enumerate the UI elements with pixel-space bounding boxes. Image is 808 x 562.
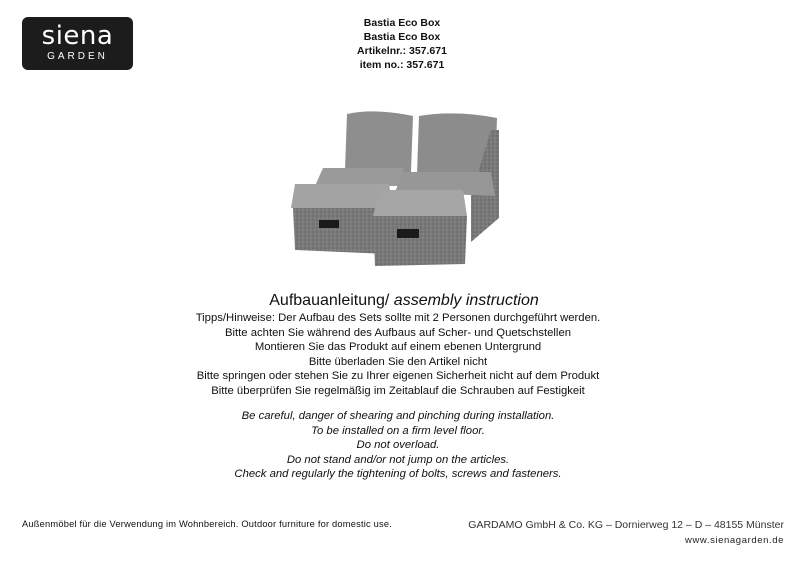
stool-right-handle: [397, 229, 419, 238]
item-number: item no.: 357.671: [359, 59, 445, 71]
website-link[interactable]: www.sienagarden.de: [685, 535, 784, 546]
logo-name: siena: [41, 21, 114, 51]
tips-english: [0, 409, 796, 482]
title-german: Aufbauanleitung/: [269, 292, 394, 309]
product-name-en: Bastia Eco Box: [363, 31, 441, 43]
tip-line: Bitte achten Sie während des Aufbaus auf Scher- und Quetschstellen: [224, 326, 572, 339]
tip-line: Tipps/Hinweise: Der Aufbau des Sets sollte mit 2 Personen durchgeführt werden.: [195, 312, 601, 324]
product-photo: [285, 100, 505, 275]
tip-line: Be careful, danger of shearing and pinching during installation.: [241, 410, 555, 422]
tip-line: Bitte springen oder stehen Sie zu Ihrer eigenen Sicherheit nicht auf dem Produkt: [196, 370, 600, 382]
siena-garden-logo: [22, 17, 133, 70]
stool-right-cushion: [373, 190, 467, 216]
tip-line: Do not stand and/or not jump on the articles.: [286, 453, 510, 466]
logo-subtitle: GARDEN: [47, 51, 108, 62]
product-name-de: Bastia Eco Box: [363, 17, 441, 29]
tip-line: Do not overload.: [356, 439, 440, 451]
page-title: [0, 292, 808, 310]
seat-cushion-left: [315, 168, 407, 186]
tip-line: Bitte überprüfen Sie regelmäßig im Zeitablauf die Schrauben auf Festigkeit: [211, 384, 585, 397]
title-english: assembly instruction: [393, 292, 539, 309]
tip-line: Montieren Sie das Produkt auf einem ebenen Untergrund: [254, 341, 542, 353]
stool-left-handle: [319, 220, 339, 228]
stool-right-body: [373, 216, 467, 266]
tip-line: Check and regularly the tightening of bolts, screws and fasteners.: [234, 468, 562, 480]
tip-line: Bitte überladen Sie den Artikel nicht: [308, 355, 488, 368]
tips-german: [0, 311, 796, 398]
footer-company: [468, 518, 784, 548]
tip-line: To be installed on a firm level floor.: [311, 424, 485, 437]
back-cushion-left: [345, 111, 413, 172]
article-number: Artikelnr.: 357.671: [357, 45, 447, 57]
company-address: GARDAMO GmbH & Co. KG – Dornierweg 12 – D – 48155 Münster: [468, 519, 784, 531]
footer-usage-note: Außenmöbel für die Verwendung im Wohnbereich. Outdoor furniture for domestic use.: [22, 519, 393, 529]
product-header: [300, 16, 504, 72]
